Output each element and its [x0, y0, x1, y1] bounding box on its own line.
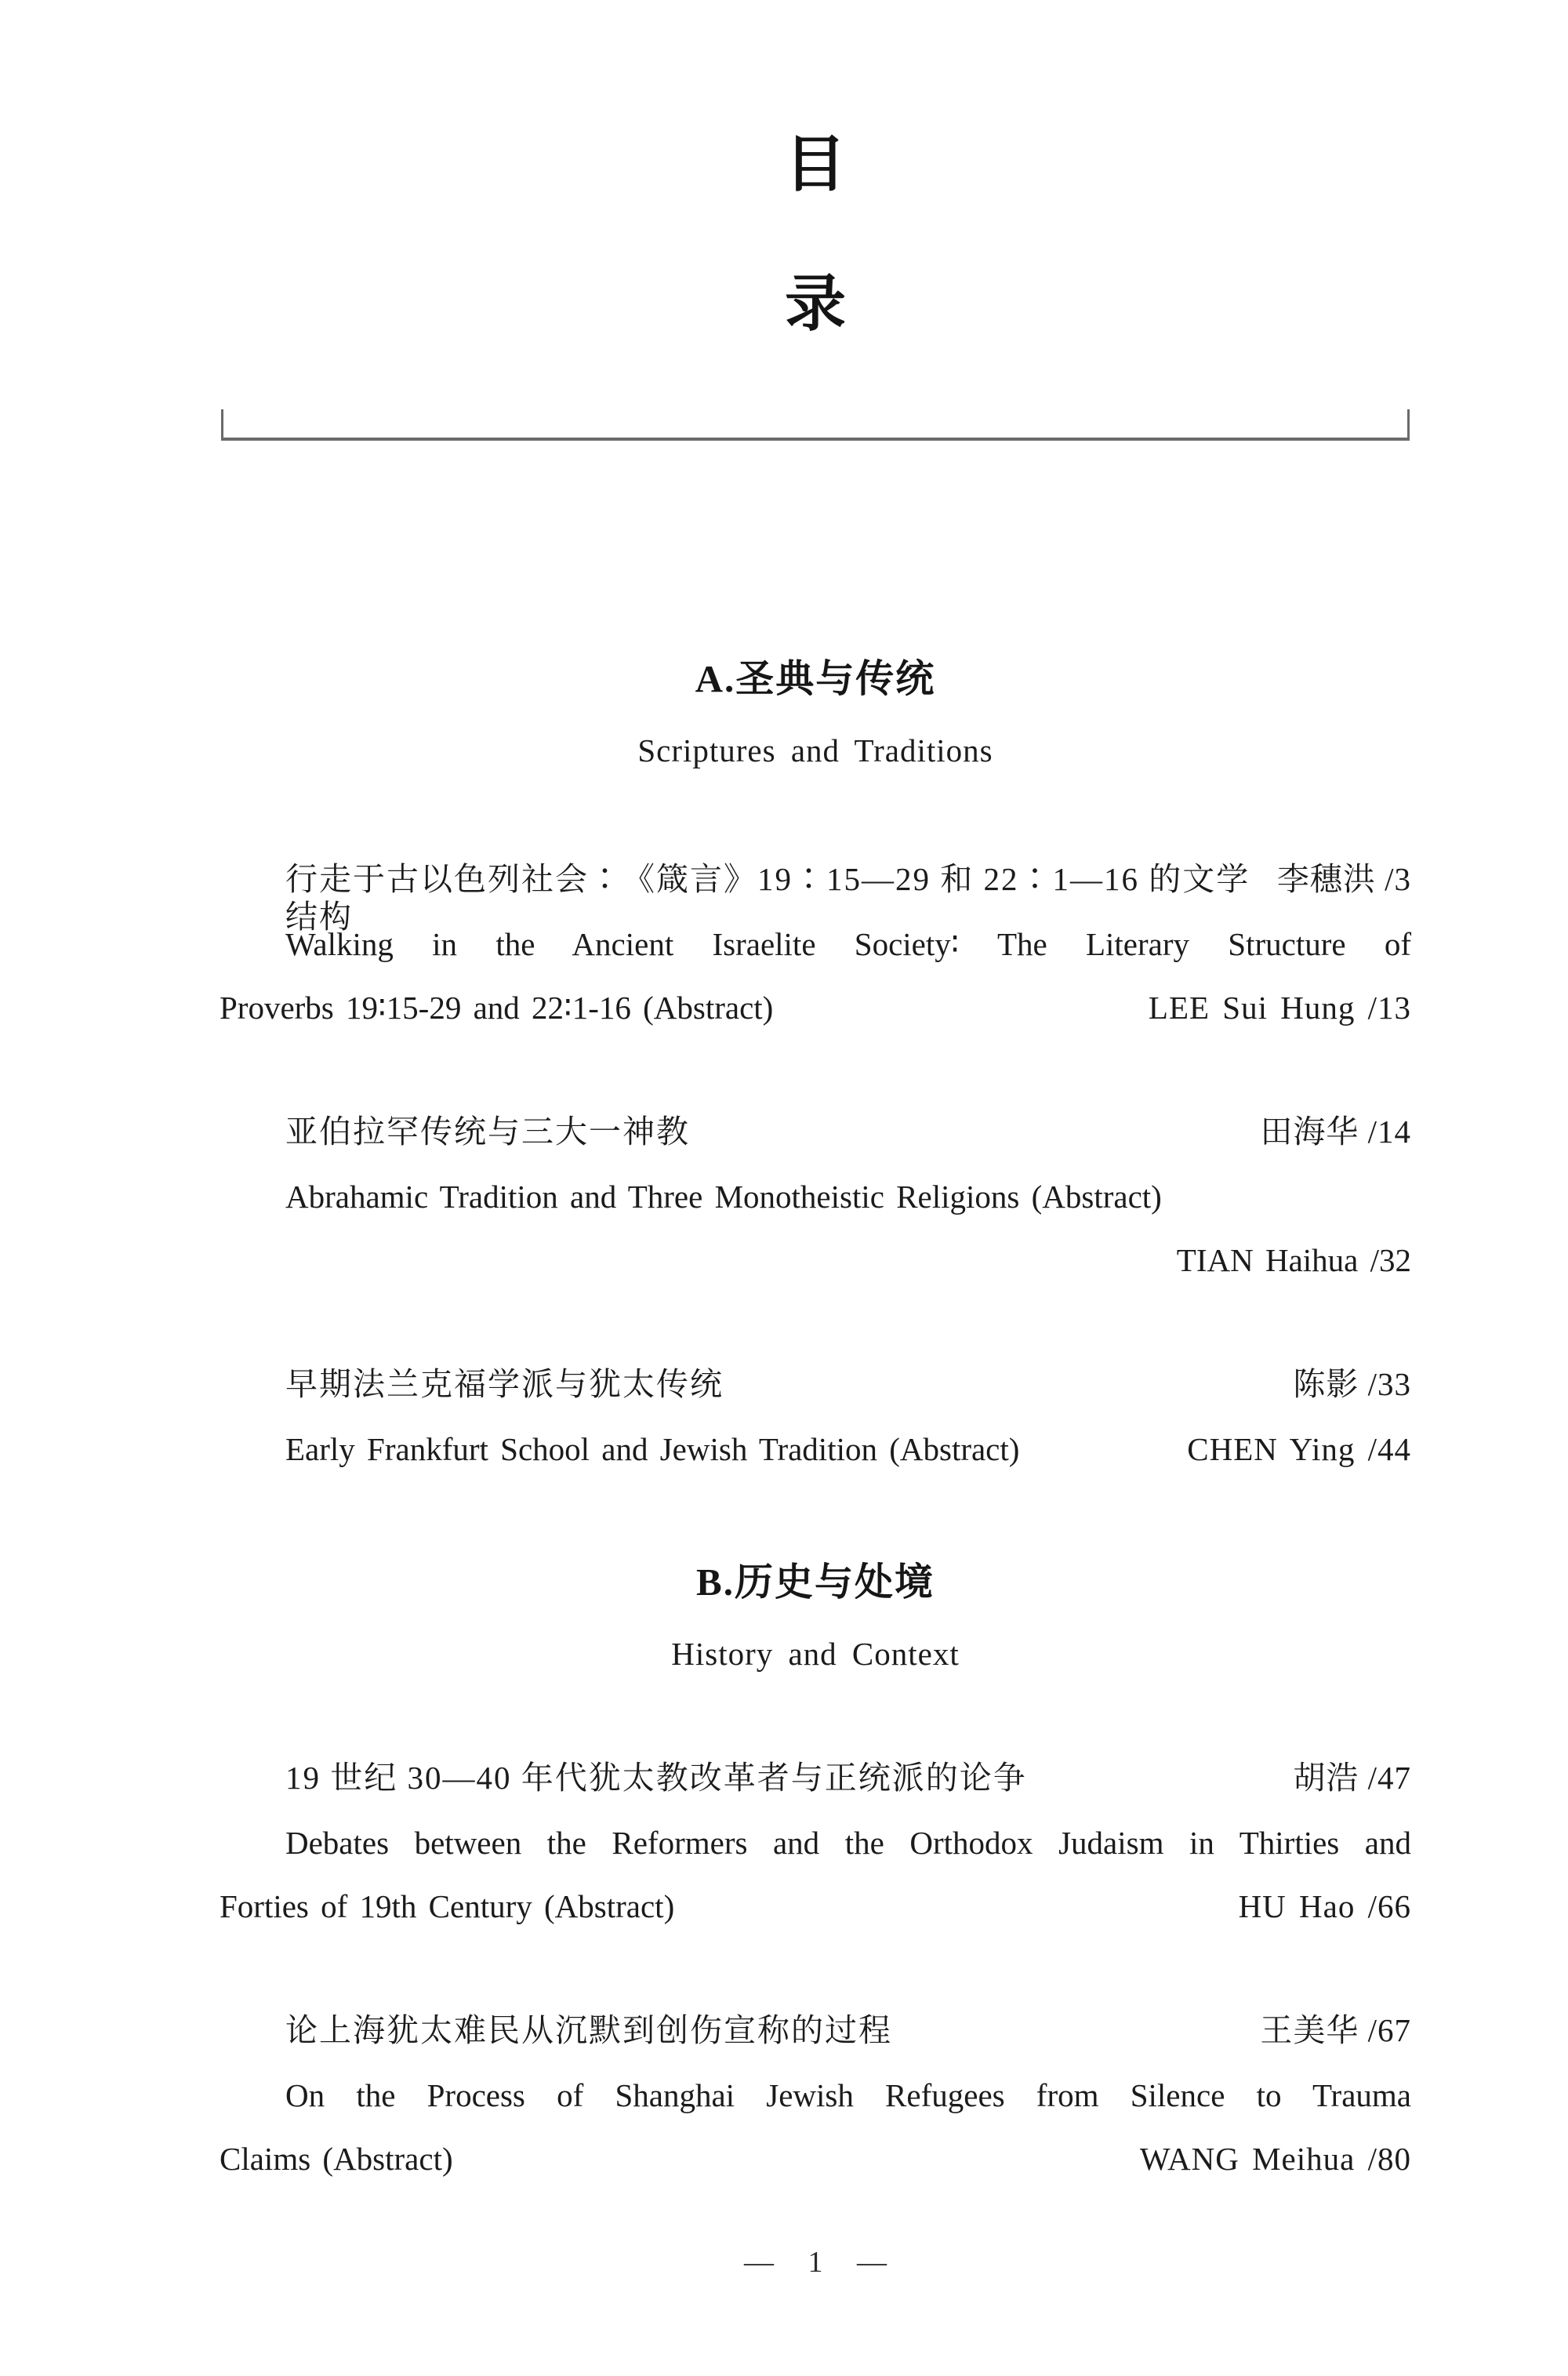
- entry-b1-en-line2: [220, 1887, 1411, 1925]
- entry-a2-author-page-zh: 田海华 /14: [1260, 1114, 1411, 1150]
- entry-a1-author-page-zh: 李穗洪 /3: [1276, 861, 1411, 897]
- entry-a3-title-en: Early Frankfurt School and Jewish Tradition (Abstract): [285, 1431, 1020, 1467]
- entry-b1-en-line1: Debates between the Reformers and the Orthodox Judaism in Thirties and: [285, 1825, 1411, 1861]
- entry-a3-title-zh: 早期法兰克福学派与犹太传统: [285, 1366, 724, 1402]
- entry-b2-en-line2: [220, 2140, 1411, 2178]
- entry-b1-title-zh: 19 世纪 30—40 年代犹太教改革者与正统派的论争: [285, 1760, 1027, 1796]
- entry-b2-zh-line: [220, 2011, 1411, 2049]
- entry-b1-author-page-en: HU Hao /66: [1238, 1888, 1411, 1924]
- entry-a1-zh-line: [220, 860, 1411, 935]
- section-a-heading-zh: A.圣典与传统: [695, 657, 936, 700]
- entry-a3-en-line: [220, 1430, 1411, 1468]
- entry-a2-title-zh: 亚伯拉罕传统与三大一神教: [285, 1114, 690, 1150]
- section-a-heading-en: Scriptures and Traditions: [637, 732, 993, 768]
- entry-b2-author-page-en: WANG Meihua /80: [1139, 2141, 1411, 2177]
- entry-b2-en-title-cont: Claims (Abstract): [220, 2141, 453, 2177]
- toc-title-char-lu: 录: [784, 269, 846, 338]
- section-b-heading-en: History and Context: [671, 1636, 960, 1672]
- entry-a2-en-line1: Abrahamic Tradition and Three Monotheistic Religions (Abstract): [285, 1179, 1162, 1215]
- entry-b2-en-line1: On the Process of Shanghai Jewish Refugees from Silence to Trauma: [285, 2077, 1411, 2113]
- entry-a3-author-page-en: CHEN Ying /44: [1187, 1431, 1411, 1467]
- entry-a3-zh-line: [220, 1365, 1411, 1403]
- entry-b1-zh-line: [220, 1759, 1411, 1797]
- entry-a1-en-title-cont: Proverbs 19∶15-29 and 22∶1-16 (Abstract): [220, 990, 774, 1026]
- entry-b1-author-page-zh: 胡浩 /47: [1293, 1760, 1411, 1796]
- entry-b2-title-zh: 论上海犹太难民从沉默到创伤宣称的过程: [285, 2012, 892, 2048]
- toc-content-block: [220, 0, 1411, 2376]
- page-number: — 1 —: [744, 2246, 887, 2279]
- title-divider-rule: [221, 409, 1410, 441]
- entry-a1-en-line1: Walking in the Ancient Israelite Society∶ The Literary Structure of: [285, 926, 1411, 962]
- entry-a2-author-page-en: TIAN Haihua /32: [1176, 1242, 1411, 1278]
- entry-a1-author-page-en: LEE Sui Hung /13: [1148, 990, 1411, 1026]
- toc-title-char-mu: 目: [784, 129, 846, 198]
- entry-a1-en-line2: [220, 989, 1411, 1026]
- entry-a1-title-zh: 行走于古以色列社会∶《箴言》19∶15—29 和 22∶1—16 的文学结构: [285, 861, 1250, 935]
- section-b-heading-zh: B.历史与处境: [696, 1560, 935, 1604]
- entry-a3-author-page-zh: 陈影 /33: [1293, 1366, 1411, 1402]
- entry-a2-zh-line: [220, 1113, 1411, 1150]
- entry-b1-en-title-cont: Forties of 19th Century (Abstract): [220, 1888, 675, 1924]
- entry-b2-author-page-zh: 王美华 /67: [1260, 2012, 1411, 2048]
